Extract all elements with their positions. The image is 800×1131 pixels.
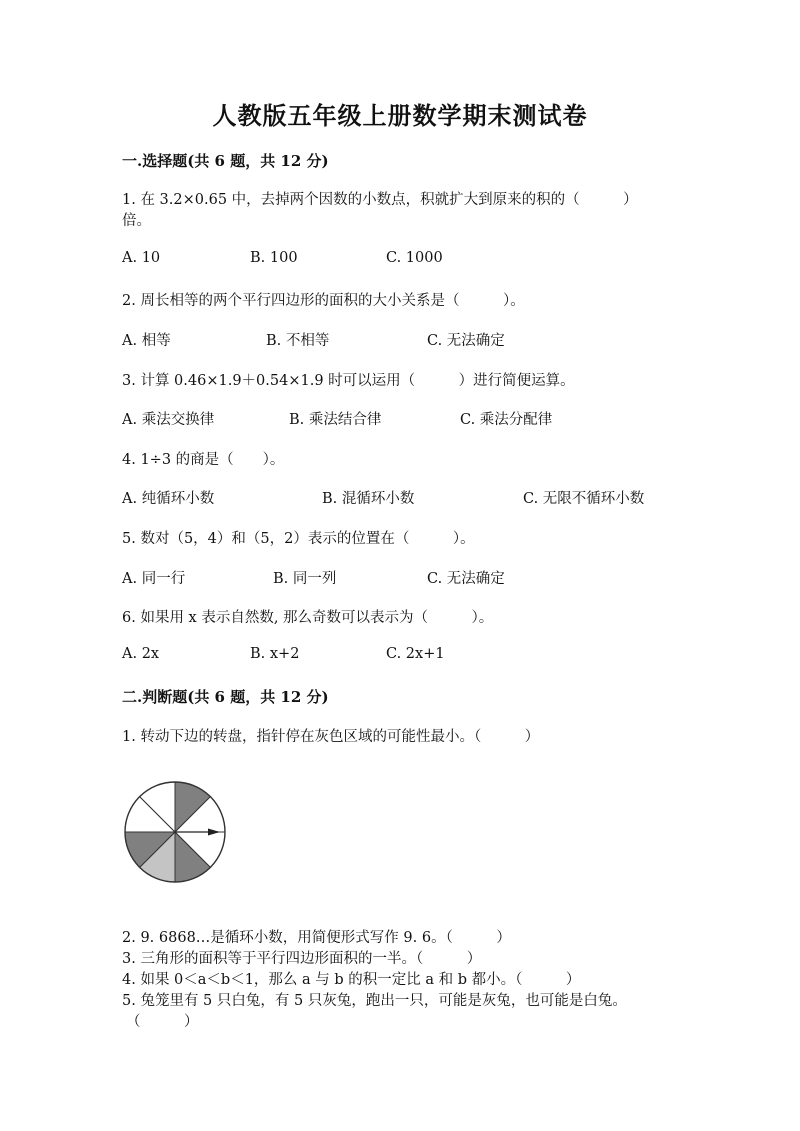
- question-6-option-b: B. x+2: [250, 646, 300, 662]
- judgement-4-text: 4. 如果 0＜a＜b＜1，那么 a 与 b 的积一定比 a 和 b 都小。（ ）: [122, 972, 581, 988]
- question-1-option-a: A. 10: [122, 250, 161, 266]
- question-4-option-c: C. 无限不循环小数: [523, 491, 645, 507]
- question-4-text: 4. 1÷3 的商是（ ）。: [122, 452, 285, 468]
- question-3-text: 3. 计算 0.46×1.9＋0.54×1.9 时可以运用（ ）进行简便运算。: [122, 373, 575, 389]
- question-6-option-a: A. 2x: [122, 646, 160, 662]
- judgement-1-text: 1. 转动下边的转盘，指针停在灰色区域的可能性最小。（ ）: [122, 729, 540, 745]
- question-5-option-a: A. 同一行: [122, 571, 186, 587]
- question-4-option-b: B. 混循环小数: [322, 491, 415, 507]
- question-4-option-a: A. 纯循环小数: [122, 491, 215, 507]
- question-6-text: 6. 如果用 x 表示自然数, 那么奇数可以表示为（ ）。: [122, 610, 494, 626]
- question-1-text-cont: 倍。: [122, 213, 151, 229]
- question-2-option-b: B. 不相等: [266, 333, 330, 349]
- question-2-option-c: C. 无法确定: [427, 333, 505, 349]
- page-title: 人教版五年级上册数学期末测试卷: [212, 101, 588, 130]
- question-1-option-b: B. 100: [250, 250, 298, 266]
- question-2-option-a: A. 相等: [122, 333, 171, 349]
- judgement-3-text: 3. 三角形的面积等于平行四边形面积的一半。（ ）: [122, 951, 482, 967]
- question-3-option-a: A. 乘法交换律: [122, 412, 215, 428]
- question-2-text: 2. 周长相等的两个平行四边形的面积的大小关系是（ ）。: [122, 293, 525, 309]
- question-6-option-c: C. 2x+1: [386, 646, 445, 662]
- question-1-option-c: C. 1000: [386, 250, 443, 266]
- section-heading-choice: 一.选择题(共 6 题，共 12 分): [122, 152, 329, 170]
- spinner-wheel-figure: [120, 780, 230, 890]
- question-5-option-c: C. 无法确定: [427, 571, 505, 587]
- question-5-text: 5. 数对（5，4）和（5，2）表示的位置在（ ）。: [122, 531, 475, 547]
- question-3-option-b: B. 乘法结合律: [289, 412, 382, 428]
- question-3-option-c: C. 乘法分配律: [460, 412, 553, 428]
- question-1-text: 1. 在 3.2×0.65 中，去掉两个因数的小数点，积就扩大到原来的积的（ ）: [122, 192, 638, 208]
- section-heading-judgement: 二.判断题(共 6 题，共 12 分): [122, 688, 329, 706]
- judgement-5-text-cont: （ ）: [126, 1014, 199, 1030]
- question-5-option-b: B. 同一列: [273, 571, 337, 587]
- judgement-5-text: 5. 兔笼里有 5 只白兔，有 5 只灰兔，跑出一只，可能是灰兔，也可能是白兔。: [122, 993, 627, 1009]
- judgement-2-text: 2. 9. 6868…是循环小数，用简便形式写作 9. 6。（ ）: [122, 930, 511, 946]
